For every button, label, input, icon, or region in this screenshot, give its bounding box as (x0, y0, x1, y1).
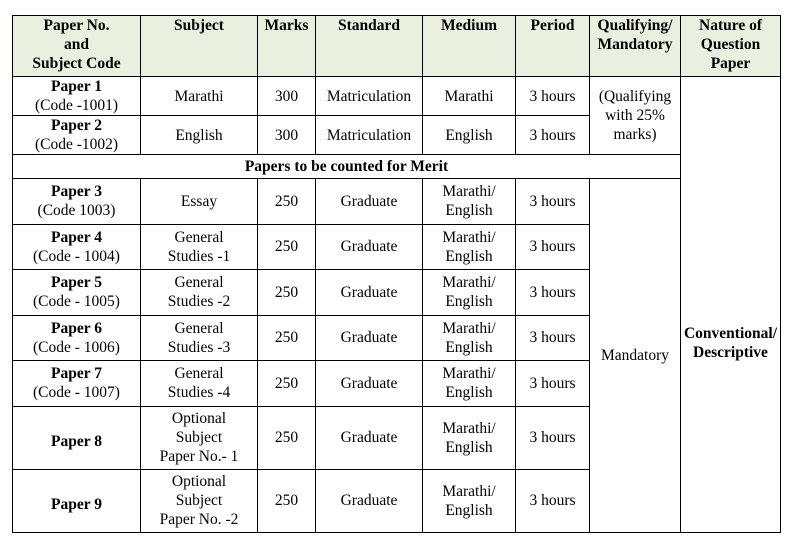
marks-cell: 250 (258, 315, 316, 361)
nature-blank-cell (681, 77, 781, 155)
marks-cell: 250 (258, 270, 316, 316)
merit-heading: Papers to be counted for Merit (13, 155, 681, 179)
header-standard: Standard (316, 16, 423, 77)
medium-cell: Marathi/ English (423, 406, 516, 469)
header-subject: Subject (141, 16, 258, 77)
standard-cell: Graduate (316, 179, 423, 225)
standard-cell: Matriculation (316, 77, 423, 116)
standard-cell: Graduate (316, 224, 423, 270)
medium-cell: Marathi/ English (423, 179, 516, 225)
paper-cell: Paper 9 (13, 469, 141, 532)
subject-cell: Marathi (141, 77, 258, 116)
marks-cell: 250 (258, 361, 316, 407)
table-row (13, 179, 781, 225)
marks-cell: 300 (258, 77, 316, 116)
subject-cell: English (141, 116, 258, 155)
medium-cell: Marathi/ English (423, 361, 516, 407)
marks-cell: 250 (258, 179, 316, 225)
paper-cell: Paper 4 (Code - 1004) (13, 224, 141, 270)
header-paper: Paper No. and Subject Code (13, 16, 141, 77)
header-marks: Marks (258, 16, 316, 77)
header-qualifying: Qualifying/ Mandatory (590, 16, 681, 77)
mandatory-cell: Mandatory (590, 179, 681, 533)
marks-cell: 250 (258, 469, 316, 532)
merit-heading-row (13, 155, 781, 179)
standard-cell: Graduate (316, 406, 423, 469)
period-cell: 3 hours (516, 179, 590, 225)
header-row (13, 16, 781, 77)
period-cell: 3 hours (516, 315, 590, 361)
period-cell: 3 hours (516, 224, 590, 270)
standard-cell: Graduate (316, 469, 423, 532)
subject-cell: Optional Subject Paper No.- 1 (141, 406, 258, 469)
marks-cell: 300 (258, 116, 316, 155)
medium-cell: Marathi/ English (423, 224, 516, 270)
header-period: Period (516, 16, 590, 77)
standard-cell: Graduate (316, 270, 423, 316)
paper-cell: Paper 1 (Code -1001) (13, 77, 141, 116)
subject-cell: General Studies -2 (141, 270, 258, 316)
period-cell: 3 hours (516, 469, 590, 532)
marks-cell: 250 (258, 406, 316, 469)
medium-cell: Marathi/ English (423, 469, 516, 532)
header-nature: Nature of Question Paper (681, 16, 781, 77)
header-medium: Medium (423, 16, 516, 77)
period-cell: 3 hours (516, 77, 590, 116)
paper-cell: Paper 8 (13, 406, 141, 469)
subject-cell: Essay (141, 179, 258, 225)
qualifying-cell: (Qualifying with 25% marks) (590, 77, 681, 155)
medium-cell: Marathi/ English (423, 315, 516, 361)
paper-cell: Paper 6 (Code - 1006) (13, 315, 141, 361)
subject-cell: General Studies -3 (141, 315, 258, 361)
standard-cell: Matriculation (316, 116, 423, 155)
paper-cell: Paper 3 (Code 1003) (13, 179, 141, 225)
paper-cell: Paper 7 (Code - 1007) (13, 361, 141, 407)
table-row (13, 77, 781, 116)
marks-cell: 250 (258, 224, 316, 270)
subject-cell: Optional Subject Paper No. -2 (141, 469, 258, 532)
paper-cell: Paper 5 (Code - 1005) (13, 270, 141, 316)
subject-cell: General Studies -4 (141, 361, 258, 407)
period-cell: 3 hours (516, 361, 590, 407)
period-cell: 3 hours (516, 116, 590, 155)
medium-cell: Marathi (423, 77, 516, 116)
standard-cell: Graduate (316, 315, 423, 361)
period-cell: 3 hours (516, 270, 590, 316)
medium-cell: Marathi/ English (423, 270, 516, 316)
subject-cell: General Studies -1 (141, 224, 258, 270)
exam-scheme-table (12, 15, 781, 533)
nature-cell: Conventional/ Descriptive (681, 155, 781, 533)
standard-cell: Graduate (316, 361, 423, 407)
period-cell: 3 hours (516, 406, 590, 469)
medium-cell: English (423, 116, 516, 155)
paper-cell: Paper 2 (Code -1002) (13, 116, 141, 155)
